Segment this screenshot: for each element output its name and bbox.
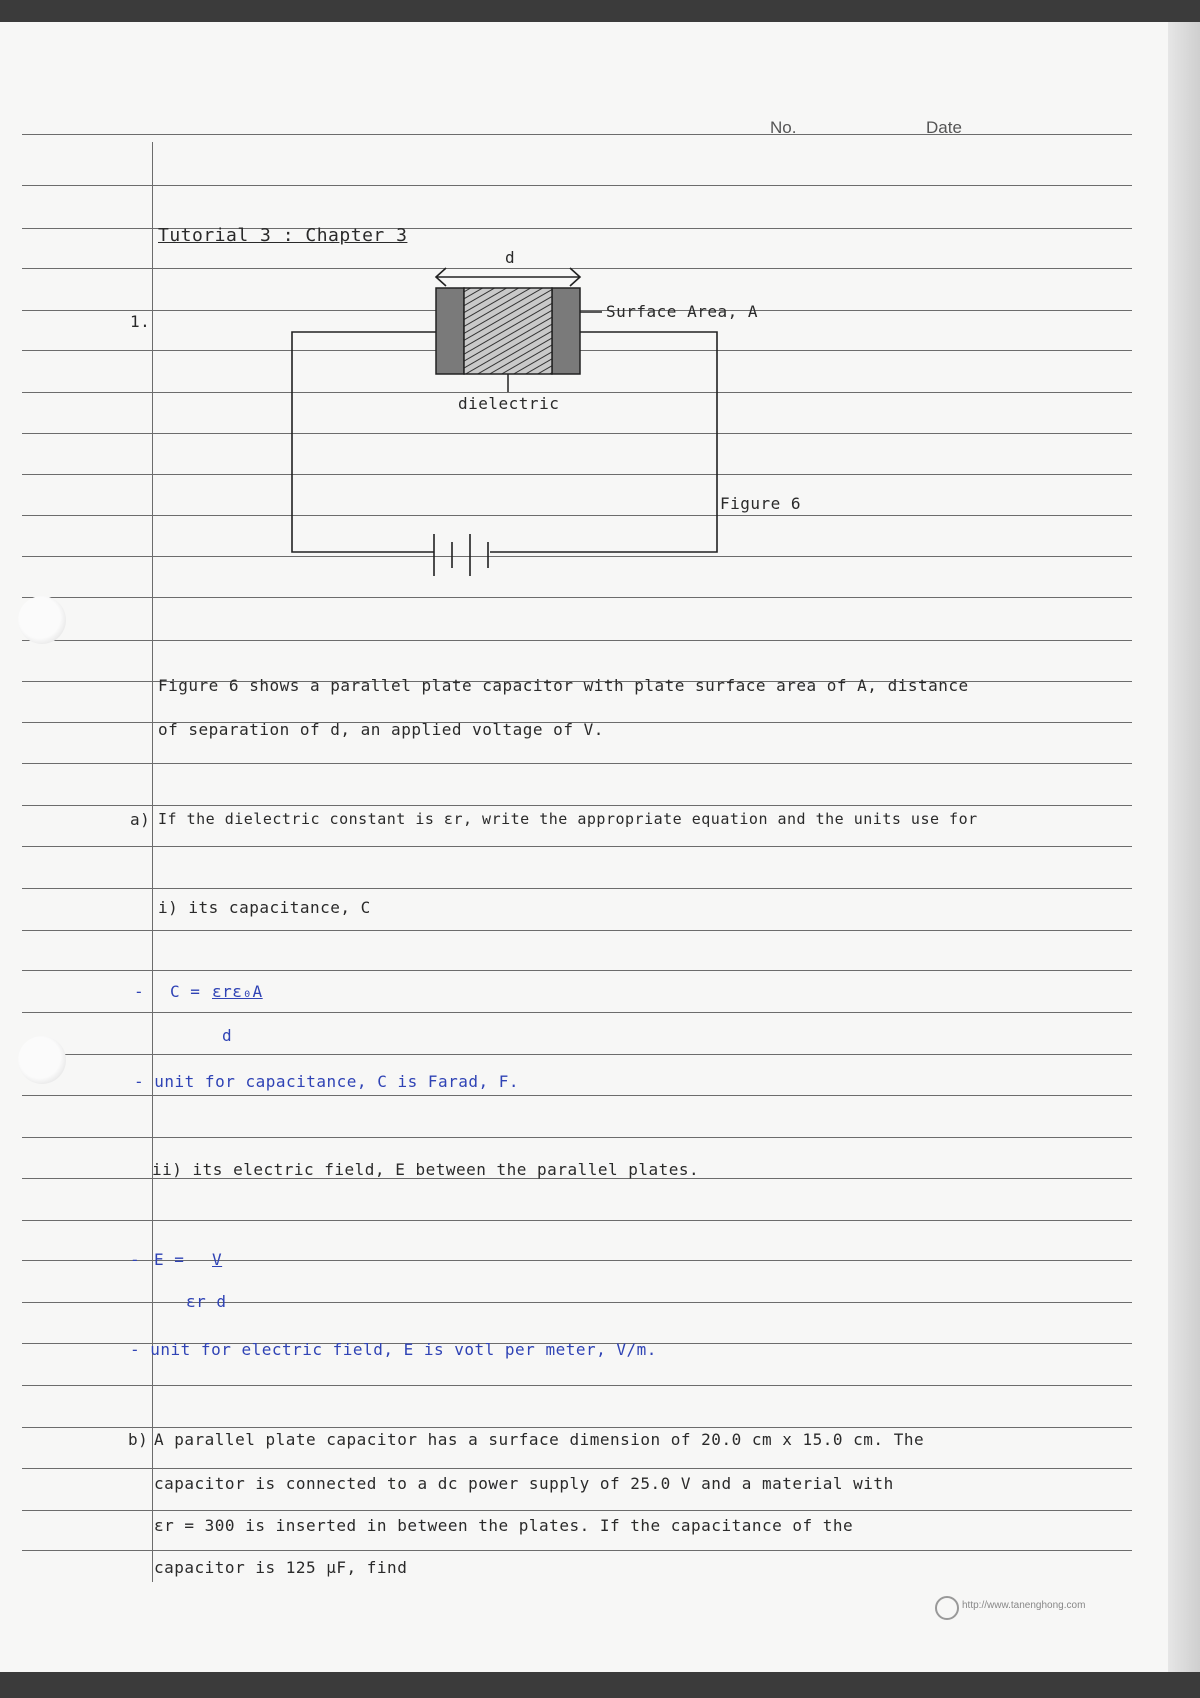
right-plate [552,288,580,374]
capacitance-eq-denominator: d [222,1026,233,1045]
rule-line [22,763,1132,764]
site-watermark: http://www.tanenghong.com [962,1600,1086,1611]
page-title: Tutorial 3 : Chapter 3 [158,225,408,246]
dielectric-block [464,288,552,374]
part-a-label: a) [130,810,151,829]
rule-line [22,1220,1132,1221]
rule-line [22,1385,1132,1386]
globe-icon [935,1596,959,1620]
rule-line [22,805,1132,806]
answer-dash: - [130,1250,141,1269]
page-edge [1168,22,1200,1672]
rule-line [22,1468,1132,1469]
rule-line [22,1510,1132,1511]
rule-line [22,970,1132,971]
rule-line [22,930,1132,931]
efield-eq-numerator: V [212,1250,223,1269]
part-b-line-2: capacitor is connected to a dc power supply of 25.0 V and a material with [154,1474,894,1493]
part-a-ii-label: ii) its electric field, E between the parallel plates. [152,1160,700,1179]
rule-line [22,1550,1132,1551]
rule-line [22,134,1132,135]
rule-line [22,1012,1132,1013]
figure-caption: Figure 6 [720,494,802,513]
part-b-label: b) [128,1430,149,1449]
rule-line [22,640,1132,641]
part-a-i-label: i) its capacitance, C [158,898,371,917]
capacitance-eq-numerator: εrε₀A [212,982,263,1001]
left-plate [436,288,464,374]
rule-line [22,1137,1132,1138]
capacitance-unit: - unit for capacitance, C is Farad, F. [134,1072,520,1091]
rule-line [22,888,1132,889]
question-number: 1. [130,312,151,331]
surface-area-label: Surface Area, A [606,302,758,321]
rule-line [22,1427,1132,1428]
efield-eq-lhs: E = [154,1250,185,1269]
rule-line [22,1260,1132,1261]
dielectric-label: dielectric [458,394,560,413]
punch-hole [18,596,66,644]
no-label: No. [770,118,797,137]
part-b-line-1: A parallel plate capacitor has a surface dimension of 20.0 cm x 15.0 cm. The [154,1430,925,1449]
part-a-question: If the dielectric constant is εr, write the appropriate equation and the units use for [158,810,978,828]
d-label: d [505,248,516,267]
rule-line [22,846,1132,847]
rule-line [22,1095,1132,1096]
part-b-line-3: εr = 300 is inserted in between the plates. If the capacitance of the [154,1516,854,1535]
capacitor-circuit-figure [280,248,802,612]
capacitance-eq-lhs: C = [170,982,201,1001]
efield-unit: - unit for electric field, E is votl per meter, V/m. [130,1340,657,1359]
left-wire [292,332,436,552]
punch-hole [18,1036,66,1084]
margin-line [152,142,153,1582]
part-b-line-4: capacitor is 125 μF, find [154,1558,408,1577]
answer-dash: - [134,982,145,1001]
rule-line [22,185,1132,186]
date-label: Date [926,118,962,137]
efield-eq-denominator: εr d [186,1292,227,1311]
intro-line-2: of separation of d, an applied voltage of V. [158,720,604,739]
intro-line-1: Figure 6 shows a parallel plate capacitor with plate surface area of A, distance [158,676,969,695]
rule-line [22,1054,1132,1055]
